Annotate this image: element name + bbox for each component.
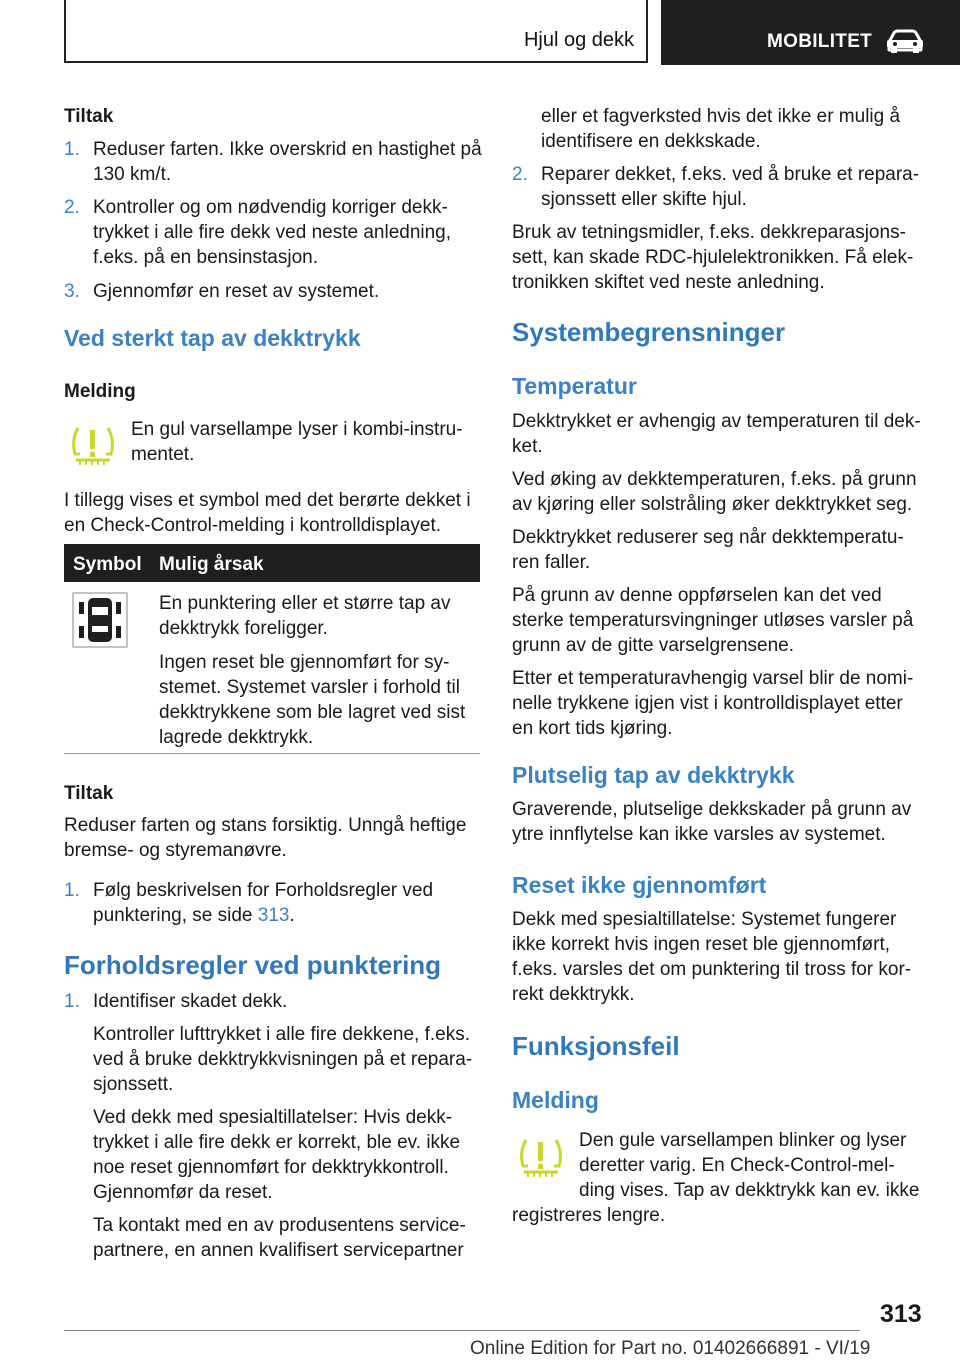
- car-icon: [885, 28, 925, 54]
- list-item: 1. Følg beskrivelsen for Forholdsregler ved punktering, se side 313.: [64, 880, 434, 926]
- page-link[interactable]: 313: [257, 905, 290, 926]
- melding-right-text: Den gule varsellampen blinker og lyser deretter varig. En Check-Control-mel- ding vises. Tap av dekktrykk kan ev. ikke: [579, 1130, 920, 1201]
- section-title: Hjul og dekk: [523, 29, 634, 51]
- table-cell-arsak: En punktering eller et større tap av dekktrykk foreligger. Ingen reset ble gjennomført for sy- stemet. Systemet varsler i forhold til dekktrykkene som ble lagret ved sist lagrede dekktrykk.: [159, 593, 466, 748]
- section-tab[interactable]: [661, 0, 960, 65]
- reset-text: Dekk med spesialtillatelse: Systemet fungerer ikke korrekt hvis ingen reset ble gjennomført, f.eks. varsles det om punktering til tross for kor- rekt dekktrykk.: [512, 909, 912, 1005]
- continued-text: eller et fagverksted hvis det ikke er mulig å identifisere en dekkskade.: [541, 106, 901, 152]
- list-number: 1.: [64, 991, 80, 1012]
- edition-text: Online Edition for Part no. 01402666891 - VI/19: [470, 1338, 871, 1359]
- table-header: [64, 544, 480, 582]
- tire-position-car-icon: [72, 592, 128, 648]
- list-item: 1. Identifiser skadet dekk. Kontroller lufttrykket i alle fire dekkene, f.eks. ved å bruke dekktrykkvisningen på et repara- sjonssett. Ved dekk med spesialtillatelser: Hvis dekk- trykket i alle fire dekk er korrekt, ble ev. ikke noe reset gjennomført for dekktrykkontroll. Gjennomfør da reset. Ta kontakt med en av produsentens service- partnere, en annen kvalifisert servicepartner: [64, 991, 473, 1261]
- col-symbol: Symbol: [73, 554, 142, 575]
- melding-heading: Melding: [64, 381, 136, 402]
- list-number: 2.: [512, 164, 528, 185]
- col-arsak: Mulig årsak: [159, 554, 264, 575]
- section-tab-label: MOBILITET: [767, 31, 873, 52]
- tire-pressure-warning-icon: [70, 424, 116, 470]
- tiltak2-heading: Tiltak: [64, 783, 114, 804]
- heading-ved-sterkt-tap: Ved sterkt tap av dekktrykk: [64, 325, 361, 351]
- heading-reset: Reset ikke gjennomført: [512, 872, 767, 898]
- tiltak-heading: Tiltak: [64, 106, 114, 127]
- list-number: 1.: [64, 139, 80, 160]
- table-divider: [64, 753, 480, 754]
- heading-melding: Melding: [512, 1087, 599, 1113]
- list-item: 2. Reparer dekket, f.eks. ved å bruke et repara- sjonssett eller skifte hjul.: [512, 164, 920, 210]
- plutselig-text: Graverende, plutselige dekkskader på grunn av ytre innflytelse kan ikke varsles av systemet.: [512, 799, 912, 845]
- page-number: 313: [880, 1300, 922, 1328]
- melding-text: En gul varsellampe lyser i kombi-instru- mentet.: [131, 419, 463, 465]
- heading-temperatur: Temperatur: [512, 373, 637, 399]
- list-item: 3. Gjennomfør en reset av systemet.: [64, 281, 380, 302]
- list-item: 2. Kontroller og om nødvendig korriger dekk- trykket i alle fire dekk ved neste anledning, f.eks. på en bensinstasjon.: [64, 197, 452, 268]
- bruk-paragraph: Bruk av tetningsmidler, f.eks. dekkreparasjons- sett, kan skade RDC-hjulelektronikken. Få elek- tronikken skiftet ved neste anledning.: [512, 222, 914, 293]
- list-item: 1. Reduser farten. Ikke overskrid en hastighet på 130 km/t.: [64, 139, 482, 185]
- heading-funksjonsfeil: Funksjonsfeil: [512, 1031, 680, 1061]
- tillegg-paragraph: I tillegg vises et symbol med det berørte dekket i en Check-Control-melding i kontrolldisplayet.: [64, 490, 471, 536]
- melding-right-last: registreres lengre.: [512, 1205, 666, 1226]
- tiltak2-paragraph: Reduser farten og stans forsiktig. Unngå heftige bremse- og styremanøvre.: [64, 815, 467, 861]
- footer-divider: [64, 1330, 860, 1331]
- list-number: 3.: [64, 281, 80, 302]
- list-number: 2.: [64, 197, 80, 218]
- heading-systembegrensninger: Systembegrensninger: [512, 317, 786, 347]
- tire-pressure-warning-icon: [518, 1136, 564, 1182]
- header-box: [64, 0, 648, 63]
- heading-plutselig-tap: Plutselig tap av dekktrykk: [512, 762, 795, 788]
- temperatur-text: Dekktrykket er avhengig av temperaturen til dek- ket. Ved øking av dekktemperaturen, f.eks. på grunn av kjøring eller solstråling øker dekktrykket seg. Dekktrykket reduserer seg når dekktemperatu- ren faller. På grunn av denne oppførselen kan det ved sterke temperatursvingninger utløses varsler på grunn av de gitte varselgrensene. Etter et temperaturavhengig varsel blir de nomi- nelle trykkene igjen vist i kontrolldisplayet etter en kort tids kjøring.: [512, 411, 921, 739]
- list-number: 1.: [64, 880, 80, 901]
- heading-forholdsregler: Forholdsregler ved punktering: [64, 950, 442, 980]
